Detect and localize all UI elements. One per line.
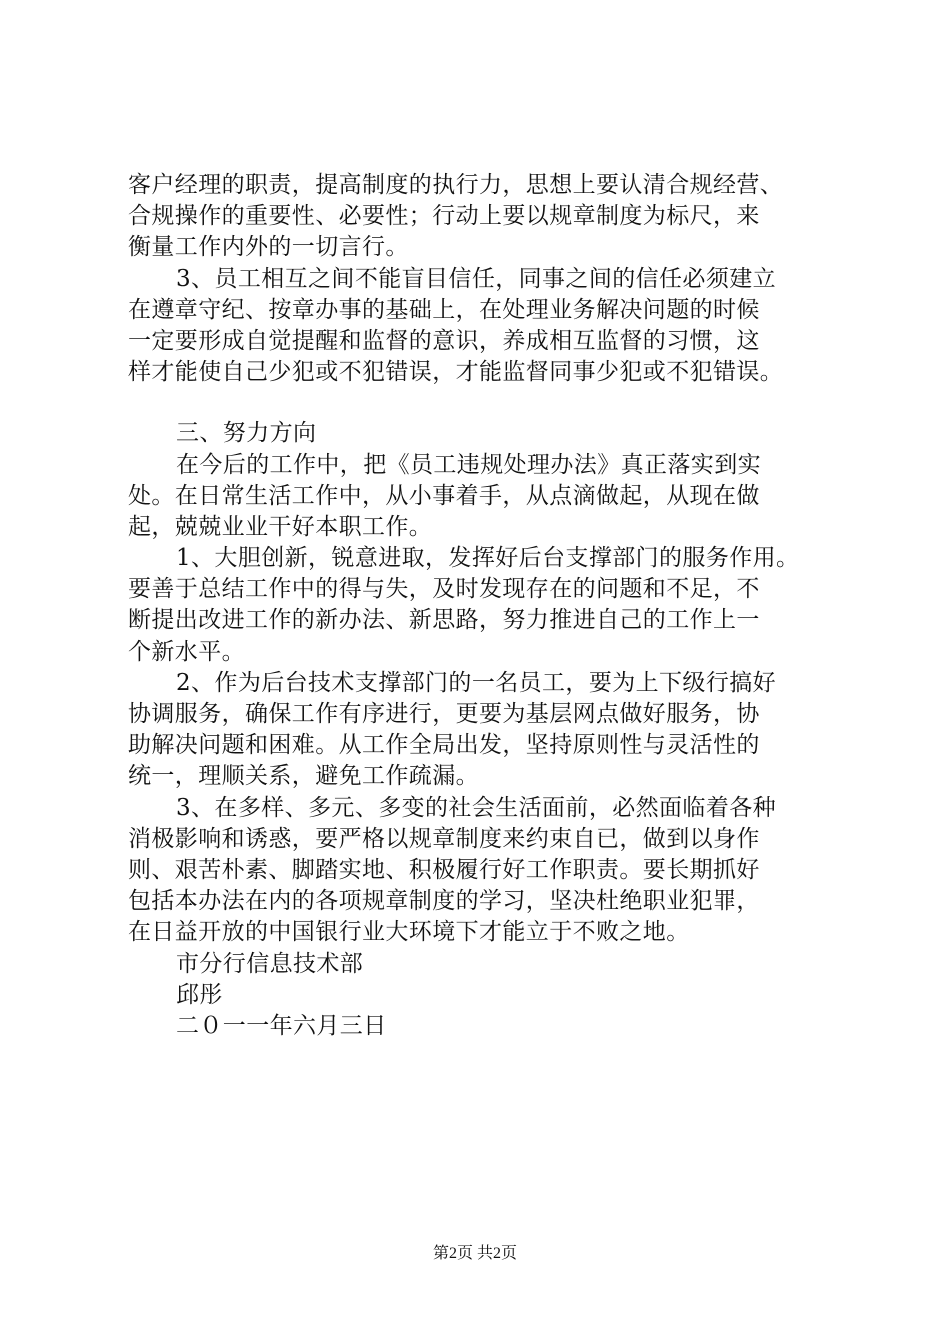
text-line: 3、在多样、多元、多变的社会生活面前，必然面临着各种 (176, 794, 777, 821)
paragraph (128, 668, 868, 793)
paragraph (128, 264, 868, 389)
document-body (128, 170, 868, 1042)
text-line: 协调服务，确保工作有序进行，更要为基层网点做好服务，协 (128, 701, 760, 727)
text-line: 衡量工作内外的一切言行。 (128, 234, 409, 261)
text-line: 在遵章守纪、按章办事的基础上，在处理业务解决问题的时候 (128, 296, 760, 323)
text-line: 则、艰苦朴素、脚踏实地、积极履行好工作职责。要长期抓好 (128, 856, 760, 883)
paragraph (128, 170, 868, 264)
signature-department: 市分行信息技术部 (176, 950, 364, 977)
text-line: 包括本办法在内的各项规章制度的学习，坚决杜绝职业犯罪， (128, 888, 760, 915)
text-line: 消极影响和诱惑，要严格以规章制度来约束自已，做到以身作 (128, 825, 760, 852)
text-line: 个新水平。 (128, 638, 245, 665)
text-line: 助解决问题和困难。从工作全局出发，坚持原则性与灵活性的 (128, 732, 760, 759)
signature-block (128, 949, 868, 1043)
signature-date: 二０一一年六月三日 (176, 1012, 387, 1039)
paragraph (128, 450, 868, 544)
text-line: 处。在日常生活工作中，从小事着手，从点滴做起，从现在做 (128, 482, 760, 509)
text-line: 在今后的工作中，把《员工违规处理办法》真正落实到实 (176, 451, 761, 478)
text-line: 合规操作的重要性、必要性；行动上要以规章制度为标尺，来 (128, 203, 760, 230)
text-line: 1、大胆创新，锐意进取，发挥好后台支撑部门的服务作用。 (176, 545, 800, 572)
signature-name: 邱彤 (176, 981, 223, 1008)
paragraph (128, 793, 868, 949)
text-line: 客户经理的职责，提高制度的执行力，思想上要认清合规经营、 (128, 172, 784, 198)
section-heading: 三、努力方向 (176, 420, 317, 447)
text-line: 在日益开放的中国银行业大环境下才能立于不败之地。 (128, 919, 690, 946)
text-line: 断提出改进工作的新办法、新思路，努力推进自己的工作上一 (128, 607, 760, 634)
text-line: 要善于总结工作中的得与失，及时发现存在的问题和不足，不 (128, 576, 760, 603)
text-line: 统一，理顺关系，避免工作疏漏。 (128, 763, 479, 790)
text-line: 一定要形成自觉提醒和监督的意识，养成相互监督的习惯，这 (128, 327, 760, 354)
text-line: 3、员工相互之间不能盲目信任，同事之间的信任必须建立 (176, 265, 777, 292)
text-line: 起，兢兢业业干好本职工作。 (128, 513, 433, 540)
paragraph-spacer (128, 388, 868, 418)
text-line: 样才能使自己少犯或不犯错误，才能监督同事少犯或不犯错误。 (128, 359, 784, 386)
text-line: 2、作为后台技术支撑部门的一名员工，要为上下级行搞好 (176, 669, 777, 696)
page-footer: 第2页 共2页 (432, 1245, 517, 1262)
paragraph (128, 543, 868, 668)
